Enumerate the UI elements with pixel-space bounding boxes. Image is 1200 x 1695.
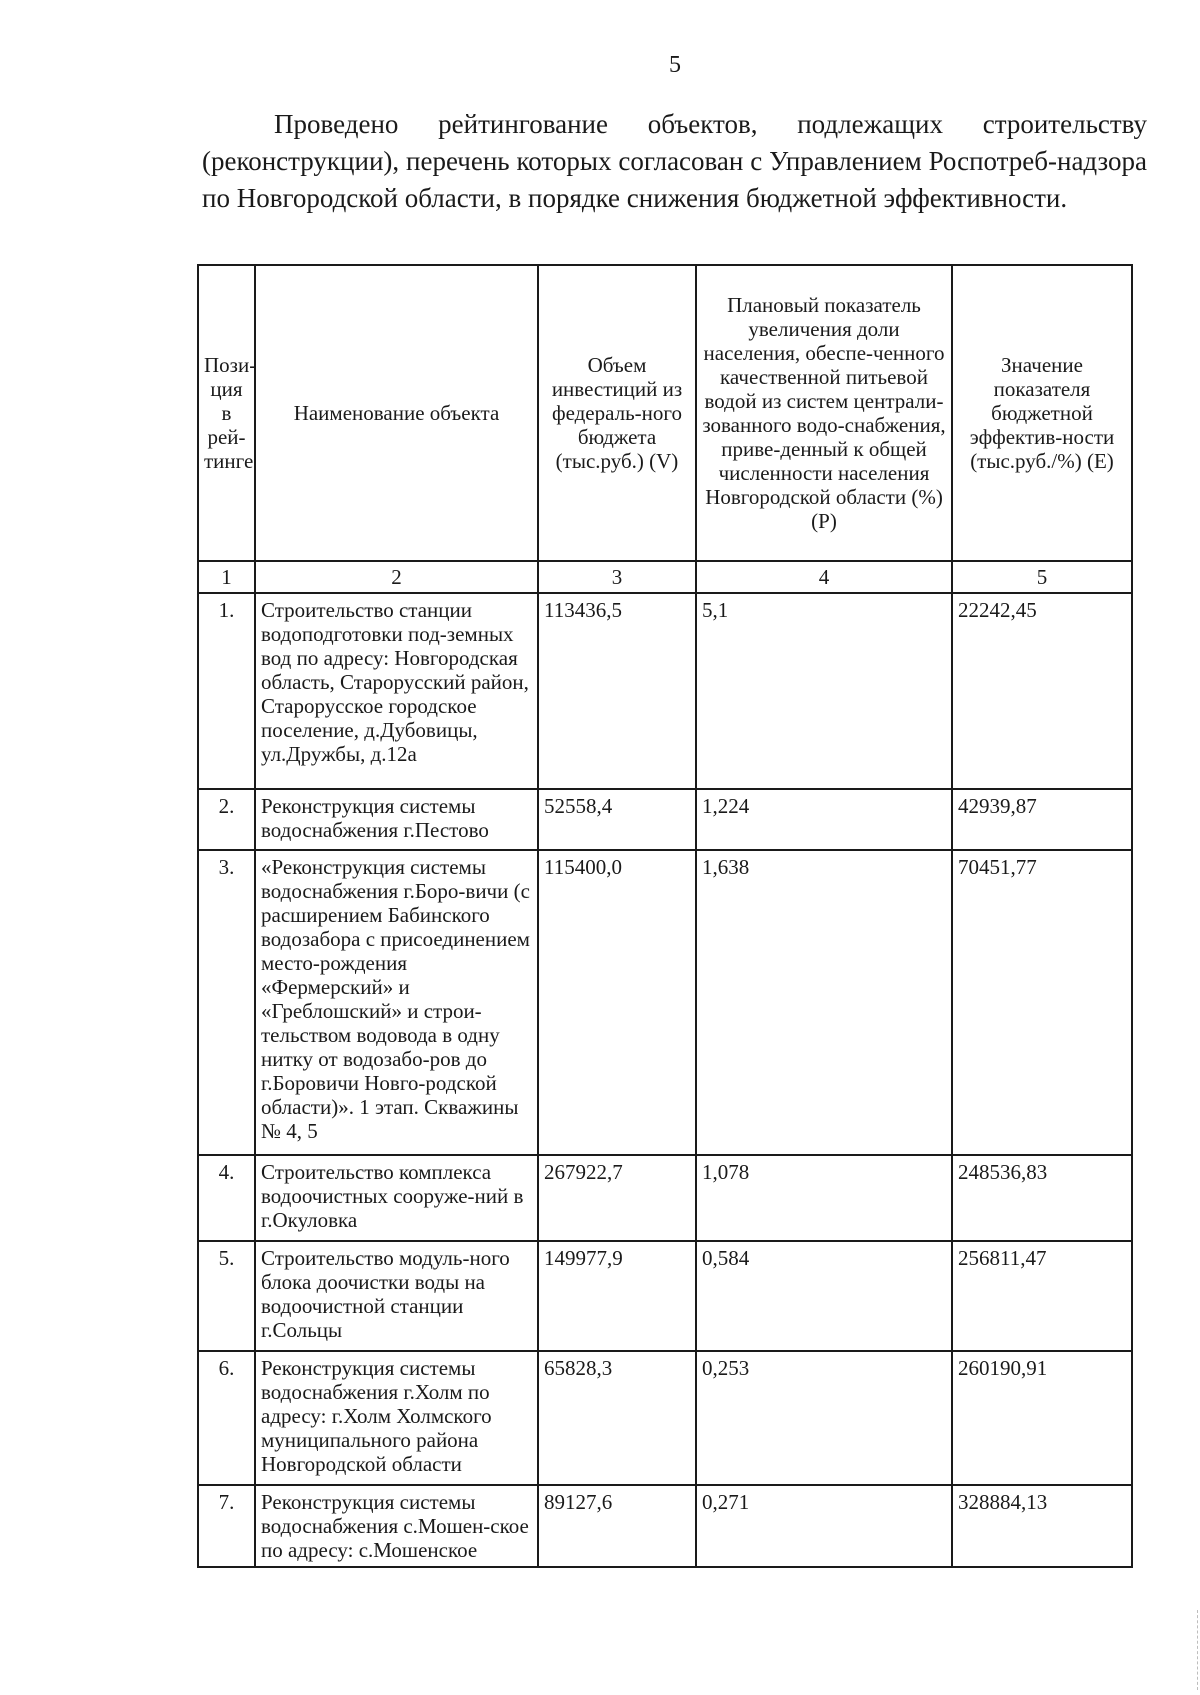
row-position: 1.: [198, 593, 255, 789]
row-object-name: Реконструкция системы водоснабжения с.Мошен-ское по адресу: с.Мошенское: [255, 1485, 538, 1567]
intro-paragraph: Проведено рейтингование объектов, подлежащих строительству (реконструкции), перечень которых согласован с Управлением Роспотреб-надзора по Новгородской области, в порядке снижения бюджетной эффективности.: [202, 109, 1147, 213]
table-row: [198, 1241, 1132, 1351]
table-row: [198, 1351, 1132, 1485]
row-position: 6.: [198, 1351, 255, 1485]
row-investment: 267922,7: [538, 1155, 696, 1241]
row-investment: 113436,5: [538, 593, 696, 789]
page-number: 5: [669, 52, 681, 78]
row-investment: 149977,9: [538, 1241, 696, 1351]
row-indicator: 1,224: [696, 789, 952, 850]
row-efficiency: 260190,91: [952, 1351, 1132, 1485]
row-object-name: Реконструкция системы водоснабжения г.Пестово: [255, 789, 538, 850]
column-number: 4: [696, 561, 952, 593]
header-position: Пози-ция в рей-тинге: [198, 265, 255, 561]
row-position: 3.: [198, 850, 255, 1155]
row-efficiency: 70451,77: [952, 850, 1132, 1155]
row-efficiency: 328884,13: [952, 1485, 1132, 1567]
row-indicator: 0,584: [696, 1241, 952, 1351]
table-row: [198, 850, 1132, 1155]
row-indicator: 1,078: [696, 1155, 952, 1241]
row-object-name: Строительство станции водоподготовки под-земных вод по адресу: Новгородская область, Старорусский район, Старорусское городское поселение, д.Дубовицы, ул.Дружбы, д.12а: [255, 593, 538, 789]
rating-table: [197, 264, 1133, 1568]
column-number: 1: [198, 561, 255, 593]
column-number-row: [198, 561, 1132, 593]
table-row: [198, 593, 1132, 789]
row-position: 4.: [198, 1155, 255, 1241]
header-investment: Объем инвестиций из федераль-ного бюджета (тыс.руб.) (V): [538, 265, 696, 561]
header-efficiency: Значение показателя бюджетной эффектив-ности (тыс.руб./%) (E): [952, 265, 1132, 561]
row-position: 2.: [198, 789, 255, 850]
row-object-name: «Реконструкция системы водоснабжения г.Боро-вичи (с расширением Бабинского водозабора с присоединением место-рождения «Фермерский» и «Греблошский» и строи-тельством водовода в одну нитку от водозабо-ров до г.Боровичи Новго-родской области)». 1 этап. Скважины № 4, 5: [255, 850, 538, 1155]
row-efficiency: 22242,45: [952, 593, 1132, 789]
row-investment: 52558,4: [538, 789, 696, 850]
row-efficiency: 42939,87: [952, 789, 1132, 850]
row-indicator: 0,253: [696, 1351, 952, 1485]
row-position: 5.: [198, 1241, 255, 1351]
column-number: 2: [255, 561, 538, 593]
table-row: [198, 1485, 1132, 1567]
row-investment: 65828,3: [538, 1351, 696, 1485]
row-object-name: Реконструкция системы водоснабжения г.Холм по адресу: г.Холм Холмского муниципального района Новгородской области: [255, 1351, 538, 1485]
row-efficiency: 256811,47: [952, 1241, 1132, 1351]
row-investment: 115400,0: [538, 850, 696, 1155]
row-position: 7.: [198, 1485, 255, 1567]
row-indicator: 0,271: [696, 1485, 952, 1567]
column-number: 5: [952, 561, 1132, 593]
table-row: [198, 1155, 1132, 1241]
row-object-name: Строительство комплекса водоочистных сооруже-ний в г.Окуловка: [255, 1155, 538, 1241]
row-indicator: 5,1: [696, 593, 952, 789]
column-number: 3: [538, 561, 696, 593]
header-object-name: Наименование объекта: [255, 265, 538, 561]
row-efficiency: 248536,83: [952, 1155, 1132, 1241]
row-investment: 89127,6: [538, 1485, 696, 1567]
table-header-row: [198, 265, 1132, 561]
row-indicator: 1,638: [696, 850, 952, 1155]
table-row: [198, 789, 1132, 850]
row-object-name: Строительство модуль-ного блока доочистки воды на водоочистной станции г.Сольцы: [255, 1241, 538, 1351]
header-indicator: Плановый показатель увеличения доли населения, обеспе-ченного качественной питьевой водой из систем централи-зованного водо-снабжения, приве-денный к общей численности населения Новгородской области (%) (P): [696, 265, 952, 561]
